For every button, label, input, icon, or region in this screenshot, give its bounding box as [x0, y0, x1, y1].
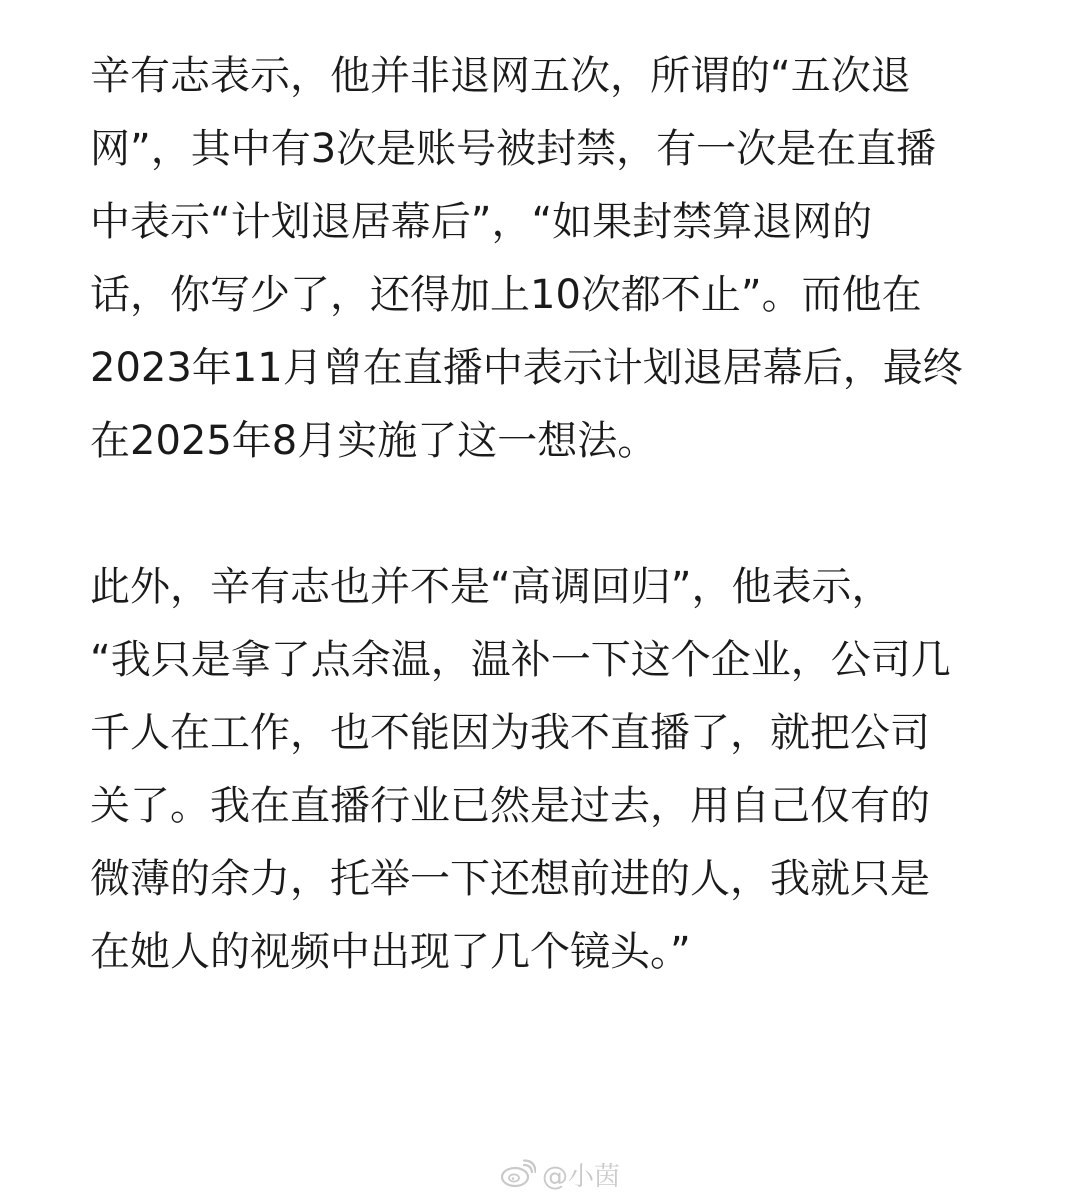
text-line: 微薄的余力，托举一下还想前进的人，我就只是: [90, 856, 930, 902]
text-line: 2023年11月曾在直播中表示计划退居幕后，最终: [90, 345, 963, 391]
text-line: 关了。我在直播行业已然是过去，用自己仅有的: [90, 783, 930, 829]
text-line: 话，你写少了，还得加上10次都不止”。而他在: [90, 272, 922, 318]
paragraph-spacer: [90, 478, 990, 551]
text-line: 辛有志表示，他并非退网五次，所谓的“五次退: [90, 53, 911, 99]
text-line: 此外，辛有志也并不是“高调回归”，他表示，: [90, 564, 892, 610]
paragraph-2: [90, 551, 990, 989]
text-line: 网”，其中有3次是账号被封禁，有一次是在直播: [90, 126, 937, 172]
text-line: “我只是拿了点余温，温补一下这个企业，公司几: [90, 637, 951, 683]
article-body: [90, 40, 990, 989]
text-line: 千人在工作，也不能因为我不直播了，就把公司: [90, 710, 930, 756]
weibo-logo-icon: [500, 1159, 536, 1189]
weibo-watermark: [500, 1156, 620, 1192]
watermark-handle: @小茵: [542, 1161, 621, 1192]
paragraph-1: [90, 40, 990, 478]
text-line: 在2025年8月实施了这一想法。: [90, 418, 658, 464]
text-line: 中表示“计划退居幕后”，“如果封禁算退网的: [90, 199, 873, 245]
text-line: 在她人的视频中出现了几个镜头。”: [90, 929, 691, 975]
